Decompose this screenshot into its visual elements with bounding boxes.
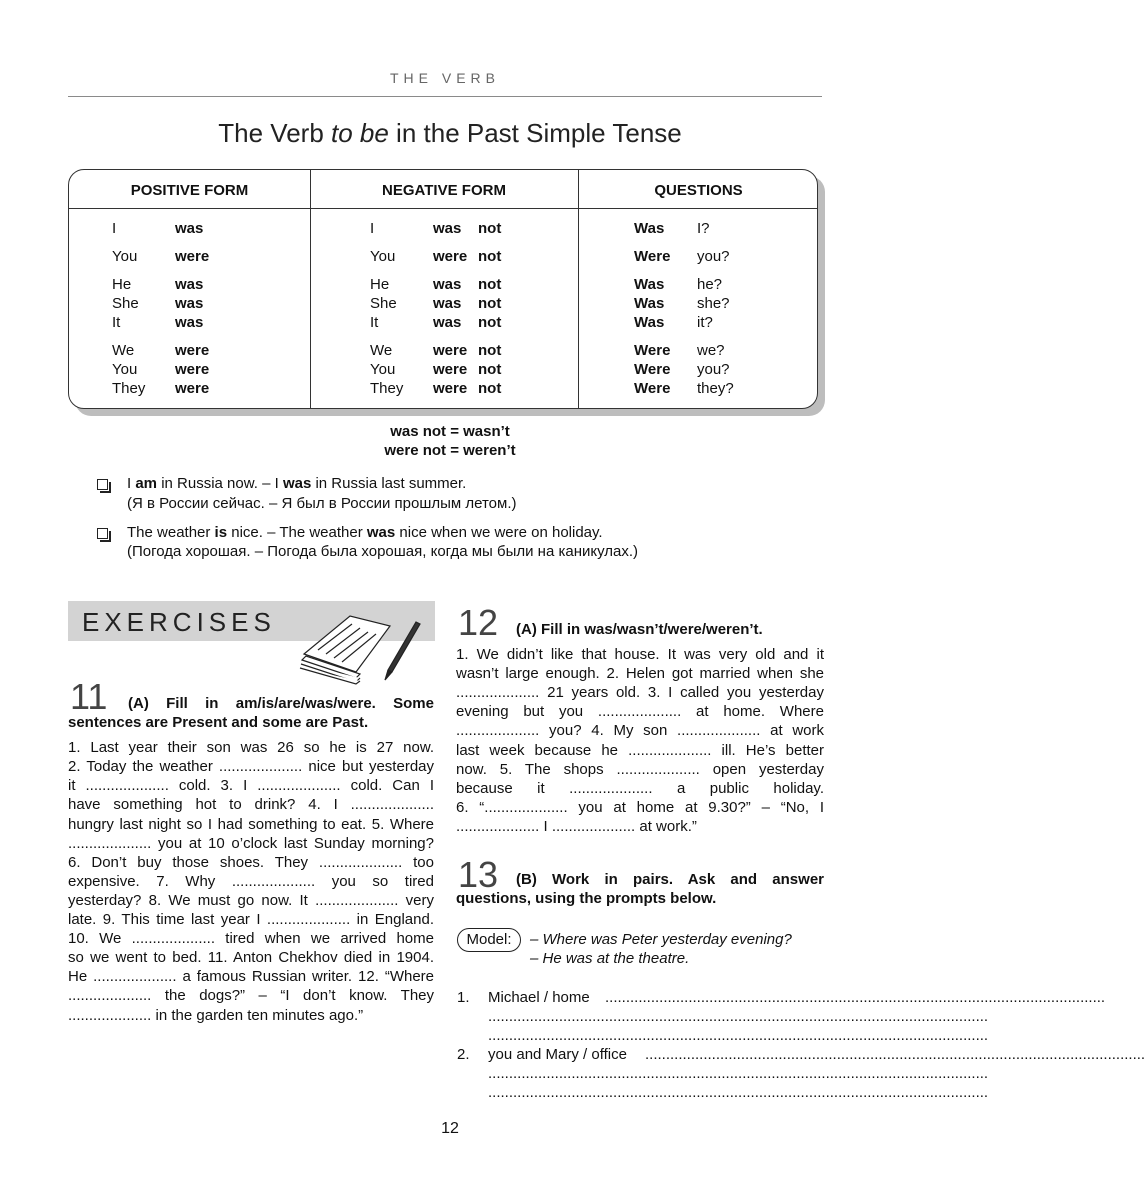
negative-verb: was <box>433 220 462 237</box>
positive-pronoun: She <box>112 295 139 312</box>
checkbox-bullet-icon <box>97 479 108 490</box>
model-answer: – He was at the theatre. <box>530 950 690 967</box>
exercise-line: it .................... cold. 3. I .................... cold. Can I <box>68 777 434 795</box>
conjugation-table <box>68 169 818 409</box>
page-number: 12 <box>441 1120 459 1137</box>
exercise-12-number: 12 <box>458 602 499 643</box>
example-1-en: I am in Russia now. – I was in Russia last summer. <box>127 475 467 492</box>
question-verb: Was <box>634 295 665 312</box>
question-pronoun: we? <box>697 342 725 359</box>
question-verb: Were <box>634 380 671 397</box>
contraction-were: were not = weren’t <box>384 442 516 459</box>
positive-verb: were <box>175 248 210 265</box>
positive-pronoun: You <box>112 361 138 378</box>
positive-verb: was <box>175 295 204 312</box>
question-pronoun: you? <box>697 361 730 378</box>
header-questions: QUESTIONS <box>654 182 743 199</box>
question-pronoun: he? <box>697 276 723 293</box>
prompt-2-text: you and Mary / office <box>488 1046 627 1063</box>
exercise-line: yesterday? 8. We must go now. It .................... very <box>68 891 434 909</box>
positive-verb: were <box>175 361 210 378</box>
negative-pronoun: You <box>370 361 396 378</box>
negative-pronoun: He <box>370 276 390 293</box>
question-verb: Was <box>634 314 665 331</box>
exercise-line: now. 5. The shops .................... open yesterday <box>456 760 824 778</box>
exercise-line: 6. “.................... you at home at 9.30?” – “No, I <box>456 798 824 816</box>
exercise-line: .................... in the garden ten minutes ago.” <box>68 1006 364 1024</box>
question-pronoun: they? <box>697 380 734 397</box>
page-title: The Verb to be in the Past Simple Tense <box>218 118 682 148</box>
exercise-line: so we went to bed. 11. Anton Chekhov died in 1904. <box>68 949 434 967</box>
question-verb: Were <box>634 342 671 359</box>
model-question: – Where was Peter yesterday evening? <box>530 931 792 948</box>
running-header: THE VERB <box>68 70 822 97</box>
negative-not: not <box>478 380 502 397</box>
prompt-1-number: 1. <box>457 989 470 1006</box>
notebook-and-pen-icon <box>298 604 423 684</box>
model-label: Model: <box>457 928 521 952</box>
negative-pronoun: They <box>370 380 404 397</box>
exercise-line: .................... the dogs?” – “I don’t know. They <box>68 987 434 1005</box>
positive-verb: was <box>175 276 204 293</box>
negative-verb: were <box>433 361 468 378</box>
question-verb: Was <box>634 220 665 237</box>
positive-verb: were <box>175 342 210 359</box>
answer-line[interactable]: ........................................................................................................................ <box>645 1046 1145 1063</box>
question-verb: Were <box>634 248 671 265</box>
contraction-was: was not = wasn’t <box>390 423 510 440</box>
exercise-line: 10. We .................... tired when we arrived home <box>68 930 434 948</box>
header-positive: POSITIVE FORM <box>130 182 249 199</box>
example-2-en: The weather is nice. – The weather was nice when we were on holiday. <box>127 524 603 541</box>
exercise-line: 6. Don’t buy those shoes. They .................... too <box>68 853 434 871</box>
negative-pronoun: She <box>370 295 397 312</box>
positive-pronoun: He <box>112 276 132 293</box>
negative-pronoun: We <box>370 342 393 359</box>
exercise-line: .................... I .................... at work.” <box>456 817 697 835</box>
exercise-heading: (A) Fill in am/is/are/was/were. Some sentences are Present and some are Past. <box>68 695 434 732</box>
exercise-line: hungry last night so I had something to eat. 5. Where <box>68 815 434 833</box>
exercise-line: late. 9. This time last year I .................... in England. <box>68 911 434 929</box>
question-verb: Were <box>634 361 671 378</box>
question-pronoun: you? <box>697 248 730 265</box>
negative-verb: were <box>433 248 468 265</box>
exercise-line: 2. Today the weather .................... nice but yesterday <box>68 758 434 776</box>
negative-not: not <box>478 276 502 293</box>
exercise-line: 1. Last year their son was 26 so he is 27 now. <box>68 739 434 757</box>
answer-line[interactable]: ........................................................................................................................ <box>488 1065 989 1082</box>
question-pronoun: it? <box>697 314 713 331</box>
positive-verb: was <box>175 314 204 331</box>
exercise-line: He .................... a famous Russian writer. 12. “Where <box>68 968 434 986</box>
negative-not: not <box>478 295 502 312</box>
exercise-line: last week because he .................... ill. He’s better <box>456 741 824 759</box>
prompt-2-number: 2. <box>457 1046 470 1063</box>
exercise-line: .................... 21 years old. 3. I called you yesterday <box>456 684 824 702</box>
exercises-title: EXERCISES <box>82 607 276 637</box>
exercise-line: have something hot to drink? 4. I .................... <box>68 796 434 814</box>
exercise-line: expensive. 7. Why .................... you so tired <box>68 872 434 890</box>
negative-verb: were <box>433 380 468 397</box>
positive-verb: were <box>175 380 210 397</box>
exercise-11-number: 11 <box>70 676 108 717</box>
exercise-line: evening but you .................... at home. Where <box>456 703 824 721</box>
answer-line[interactable]: ........................................................................................................................ <box>605 989 1106 1006</box>
negative-not: not <box>478 248 502 265</box>
question-pronoun: she? <box>697 295 730 312</box>
positive-pronoun: They <box>112 380 146 397</box>
answer-line[interactable]: ........................................................................................................................ <box>488 1084 989 1101</box>
positive-pronoun: I <box>112 220 117 237</box>
exercise-line: .................... you at 10 o’clock last Sunday morning? <box>68 834 434 852</box>
example-2-ru: (Погода хорошая. – Погода была хорошая, когда мы были на каникулах.) <box>127 543 639 560</box>
exercise-heading: (B) Work in pairs. Ask and answer questions, using the prompts below. <box>456 871 824 908</box>
example-1-ru: (Я в России сейчас. – Я был в России прошлым летом.) <box>127 495 517 512</box>
exercise-13-heading <box>456 870 824 908</box>
exercise-heading: (A) Fill in was/wasn’t/were/weren’t. <box>516 621 763 638</box>
question-pronoun: I? <box>697 220 710 237</box>
negative-not: not <box>478 314 502 331</box>
negative-verb: was <box>433 276 462 293</box>
header-negative: NEGATIVE FORM <box>382 182 506 199</box>
negative-not: not <box>478 361 502 378</box>
exercise-line: because it .................... a public holiday. <box>456 779 824 797</box>
positive-pronoun: It <box>112 314 121 331</box>
answer-line[interactable]: ........................................................................................................................ <box>488 1027 989 1044</box>
exercise-13-number: 13 <box>458 854 499 895</box>
positive-pronoun: We <box>112 342 135 359</box>
negative-not: not <box>478 342 502 359</box>
negative-pronoun: It <box>370 314 379 331</box>
question-verb: Was <box>634 276 665 293</box>
negative-not: not <box>478 220 502 237</box>
exercise-12 <box>456 620 824 836</box>
exercise-line: 1. We didn’t like that house. It was very old and it <box>456 646 824 664</box>
checkbox-bullet-icon <box>97 528 108 539</box>
answer-line[interactable]: ........................................................................................................................ <box>488 1008 989 1025</box>
negative-verb: was <box>433 295 462 312</box>
exercise-line: wasn’t large enough. 2. Helen got married when she <box>456 665 824 683</box>
negative-pronoun: You <box>370 248 396 265</box>
exercise-line: .................... you? 4. My son .................... at work <box>456 722 824 740</box>
exercise-11 <box>68 694 434 1025</box>
negative-verb: were <box>433 342 468 359</box>
positive-verb: was <box>175 220 204 237</box>
prompt-1-text: Michael / home <box>488 989 590 1006</box>
negative-verb: was <box>433 314 462 331</box>
positive-pronoun: You <box>112 248 138 265</box>
negative-pronoun: I <box>370 220 375 237</box>
